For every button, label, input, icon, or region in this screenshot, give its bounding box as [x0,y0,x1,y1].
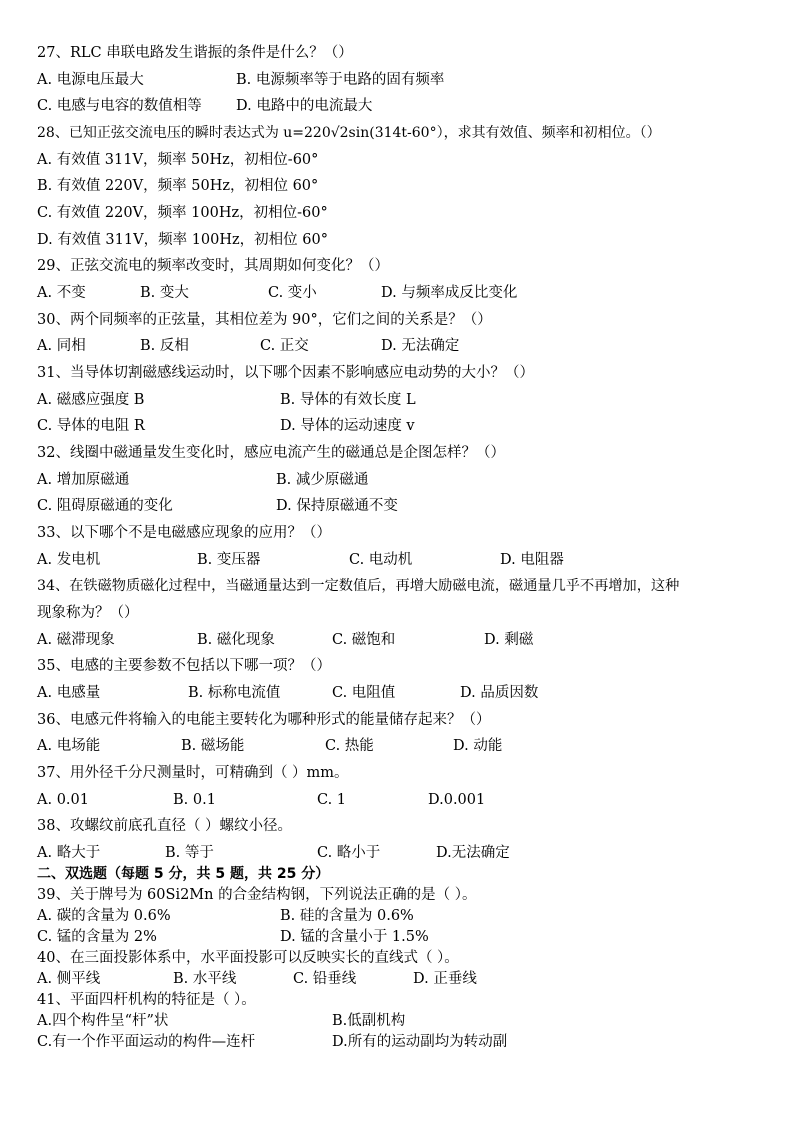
q40-option-a: A. 侧平线 [37,971,101,987]
question-34-stem-continued: 现象称为？（） [37,605,139,621]
q34-option-b: B. 磁化现象 [197,632,275,648]
q36-option-d: D. 动能 [453,738,503,754]
q32-option-d: D. 保持原磁通不变 [276,498,398,514]
q31-option-a: A. 磁感应强度 B [37,392,145,408]
q28-option-d: D. 有效值 311V，频率 100Hz，初相位 60° [37,232,328,248]
q38-option-d: D.无法确定 [436,845,510,861]
q36-option-c: C. 热能 [325,738,374,754]
q33-option-a: A. 发电机 [37,552,101,568]
question-34-stem: 34、在铁磁物质磁化过程中，当磁通量达到一定数值后，再增大励磁电流，磁通量几乎不再增加，这种 [37,578,680,594]
q37-option-c: C. 1 [317,792,347,808]
q32-option-b: B. 减少原磁通 [276,472,369,488]
question-37-stem: 37、用外径千分尺测量时，可精确到（ ）mm。 [37,765,349,781]
q28-option-a: A. 有效值 311V，频率 50Hz，初相位-60° [37,152,319,168]
q38-option-a: A. 略大于 [37,845,101,861]
q37-option-b: B. 0.1 [173,792,216,808]
q40-option-c: C. 铅垂线 [293,971,357,987]
q37-option-a: A. 0.01 [37,792,89,808]
q38-option-b: B. 等于 [165,845,214,861]
question-41-stem: 41、平面四杆机构的特征是（ ）。 [37,992,256,1008]
question-31-stem: 31、当导体切割磁感线运动时，以下哪个因素不影响感应电动势的大小？（） [37,365,534,381]
q41-option-d: D.所有的运动副均为转动副 [332,1034,508,1050]
question-38-stem: 38、攻螺纹前底孔直径（ ）螺纹小径。 [37,818,293,834]
q33-option-d: D. 电阻器 [500,552,564,568]
q35-option-c: C. 电阻值 [332,685,396,701]
q30-option-b: B. 反相 [140,338,189,354]
q38-option-c: C. 略小于 [317,845,381,861]
q27-option-b: B. 电源频率等于电路的固有频率 [236,72,445,88]
q30-option-a: A. 同相 [37,338,86,354]
q34-option-c: C. 磁饱和 [332,632,396,648]
q29-option-c: C. 变小 [268,285,317,301]
question-29-stem: 29、正弦交流电的频率改变时，其周期如何变化？（） [37,258,389,274]
q40-option-d: D. 正垂线 [413,971,477,987]
question-35-stem: 35、电感的主要参数不包括以下哪一项？（） [37,658,331,674]
q37-option-d: D.0.001 [428,792,486,808]
q29-option-a: A. 不变 [37,285,86,301]
q33-option-c: C. 电动机 [349,552,413,568]
q31-option-d: D. 导体的运动速度 v [280,418,415,434]
q39-option-d: D. 锰的含量小于 1.5% [280,929,429,945]
q40-option-b: B. 水平线 [173,971,237,987]
q35-option-d: D. 品质因数 [460,685,539,701]
q39-option-b: B. 硅的含量为 0.6% [280,908,414,924]
q41-option-b: B.低副机构 [332,1013,406,1029]
q34-option-a: A. 磁滞现象 [37,632,115,648]
question-30-stem: 30、两个同频率的正弦量，其相位差为 90°，它们之间的关系是？（） [37,312,492,328]
question-39-stem: 39、关于牌号为 60Si2Mn 的合金结构钢，下列说法正确的是（ ）。 [37,887,477,903]
q41-option-a: A.四个构件呈“杆”状 [37,1013,169,1029]
q31-option-c: C. 导体的电阻 R [37,418,145,434]
q30-option-d: D. 无法确定 [381,338,460,354]
q29-option-d: D. 与频率成反比变化 [381,285,518,301]
q35-option-b: B. 标称电流值 [188,685,281,701]
question-32-stem: 32、线圈中磁通量发生变化时，感应电流产生的磁通总是企图怎样？（） [37,445,505,461]
q31-option-b: B. 导体的有效长度 L [280,392,416,408]
question-27-stem: 27、RLC 串联电路发生谐振的条件是什么？（） [37,45,353,61]
q27-option-a: A. 电源电压最大 [37,72,144,88]
q30-option-c: C. 正交 [260,338,309,354]
section-heading: 二、双选题（每题 5 分，共 5 题，共 25 分） [37,866,330,882]
q28-option-b: B. 有效值 220V，频率 50Hz，初相位 60° [37,178,319,194]
q41-option-c: C.有一个作平面运动的构件—连杆 [37,1034,256,1050]
question-40-stem: 40、在三面投影体系中，水平面投影可以反映实长的直线式（ ）。 [37,950,459,966]
q39-option-a: A. 碳的含量为 0.6% [37,908,171,924]
q33-option-b: B. 变压器 [197,552,261,568]
q27-option-d: D. 电路中的电流最大 [236,98,373,114]
q36-option-a: A. 电场能 [37,738,101,754]
q35-option-a: A. 电感量 [37,685,101,701]
q32-option-c: C. 阻碍原磁通的变化 [37,498,173,514]
q34-option-d: D. 剩磁 [484,632,534,648]
q29-option-b: B. 变大 [140,285,189,301]
q39-option-c: C. 锰的含量为 2% [37,929,157,945]
question-33-stem: 33、以下哪个不是电磁感应现象的应用？（） [37,525,331,541]
question-28-stem: 28、已知正弦交流电压的瞬时表达式为 u=220√2sin(314t-60°），求其有效值、频率和初相位。（） [37,125,661,141]
q32-option-a: A. 增加原磁通 [37,472,130,488]
q28-option-c: C. 有效值 220V，频率 100Hz，初相位-60° [37,205,328,221]
question-36-stem: 36、电感元件将输入的电能主要转化为哪种形式的能量储存起来？（） [37,712,491,728]
q27-option-c: C. 电感与电容的数值相等 [37,98,202,114]
q36-option-b: B. 磁场能 [181,738,245,754]
